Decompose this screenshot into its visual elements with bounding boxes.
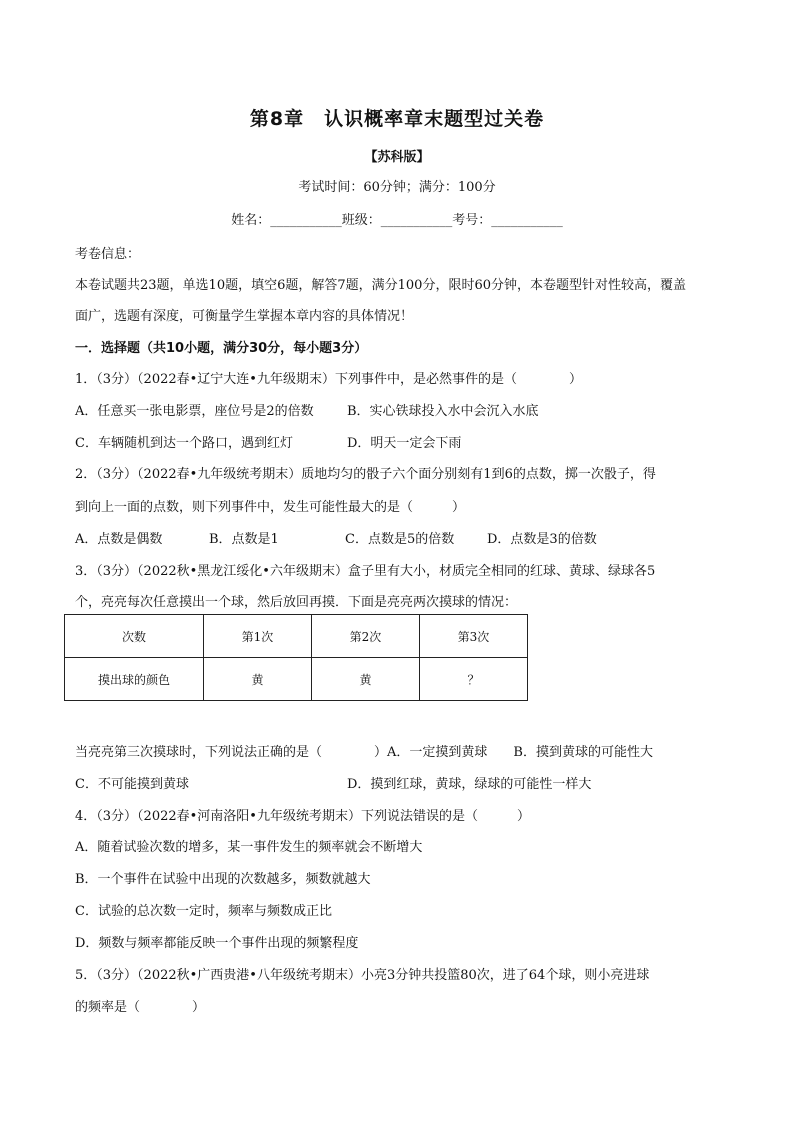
q5-stem-1: 5．（3分）（2022秋•广西贵港•八年级统考期末）小亮3分钟共投篮80次，进了64个球，则小亮进球 [75,968,650,983]
q3-stem-1: 3．（3分）（2022秋•黑龙江绥化•六年级期末）盒子里有大小，材质完全相同的红球、黄球、绿球各5 [75,564,656,579]
q1-option-a: A．任意买一张电影票，座位号是2的倍数 [75,404,314,419]
student-info-line: 姓名：___________班级：___________考号：___________ [231,213,563,228]
q4-option-a: A．随着试验次数的增多，某一事件发生的频率就会不断增大 [75,840,423,855]
page-title: 第8章 认识概率章末题型过关卷 [249,108,545,130]
q2-option-c: C．点数是5的倍数 [345,532,455,547]
q3-option-d: D．摸到红球，黄球，绿球的可能性一样大 [347,777,592,792]
q3-header-cell: 第1次 [204,615,312,658]
exam-time: 考试时间：60分钟；满分：100分 [298,180,496,195]
q4-stem: 4．（3分）（2022春•河南洛阳•九年级统考期末）下列说法错误的是（ ） [75,809,530,824]
q3-data-cell: 黄 [312,658,420,701]
section-title: 一．选择题（共10小题，满分30分，每小题3分） [75,341,368,356]
q4-option-c: C．试验的总次数一定时，频率与频数成正比 [75,904,332,919]
info-line-2: 面广，选题有深度，可衡量学生掌握本章内容的具体情况！ [75,309,414,324]
q3-header-cell: 次数 [65,615,204,658]
q3-table-header-row [65,615,528,658]
q4-option-d: D．频数与频率都能反映一个事件出现的频繁程度 [75,936,359,951]
q3-data-cell: 黄 [204,658,312,701]
q3-header-cell: 第3次 [420,615,528,658]
q1-option-d: D．明天一定会下雨 [347,436,462,451]
q2-option-b: B．点数是1 [209,532,279,547]
q3-table-data-row [65,658,528,701]
info-line-1: 本卷试题共23题，单选10题，填空6题，解答7题，满分100分，限时60分钟，本卷题型针对性较高，覆盖 [75,278,686,293]
q4-option-b: B．一个事件在试验中出现的次数越多，频数就越大 [75,872,371,887]
q2-option-a: A．点数是偶数 [75,532,163,547]
q1-option-b: B．实心铁球投入水中会沉入水底 [347,404,539,419]
q1-stem: 1．（3分）（2022春•辽宁大连•九年级期末）下列事件中，是必然事件的是（ ） [75,372,582,387]
q3-option-c: C．不可能摸到黄球 [75,777,189,792]
q2-stem-2: 到向上一面的点数，则下列事件中，发生可能性最大的是（ ） [75,500,466,515]
q3-stem-3: 当亮亮第三次摸球时，下列说法正确的是（ ）A．一定摸到黄球 B．摸到黄球的可能性大 [75,745,653,760]
q3-stem-2: 个，亮亮每次任意摸出一个球，然后放回再摸．下面是亮亮两次摸球的情况： [75,595,518,610]
q5-stem-2: 的频率是（ ） [75,1000,206,1015]
edition-label: 【苏科版】 [364,150,430,165]
q2-stem-1: 2．（3分）（2022春•九年级统考期末）质地均匀的骰子六个面分别刻有1到6的点数，掷一次骰子，得 [75,467,656,482]
q3-data-cell: 摸出球的颜色 [65,658,204,701]
q2-option-d: D．点数是3的倍数 [487,532,597,547]
q3-header-cell: 第2次 [312,615,420,658]
info-heading: 考卷信息： [75,247,141,262]
q3-data-cell: ？ [420,658,528,701]
q3-table [64,614,528,701]
q1-option-c: C．车辆随机到达一个路口，遇到红灯 [75,436,293,451]
